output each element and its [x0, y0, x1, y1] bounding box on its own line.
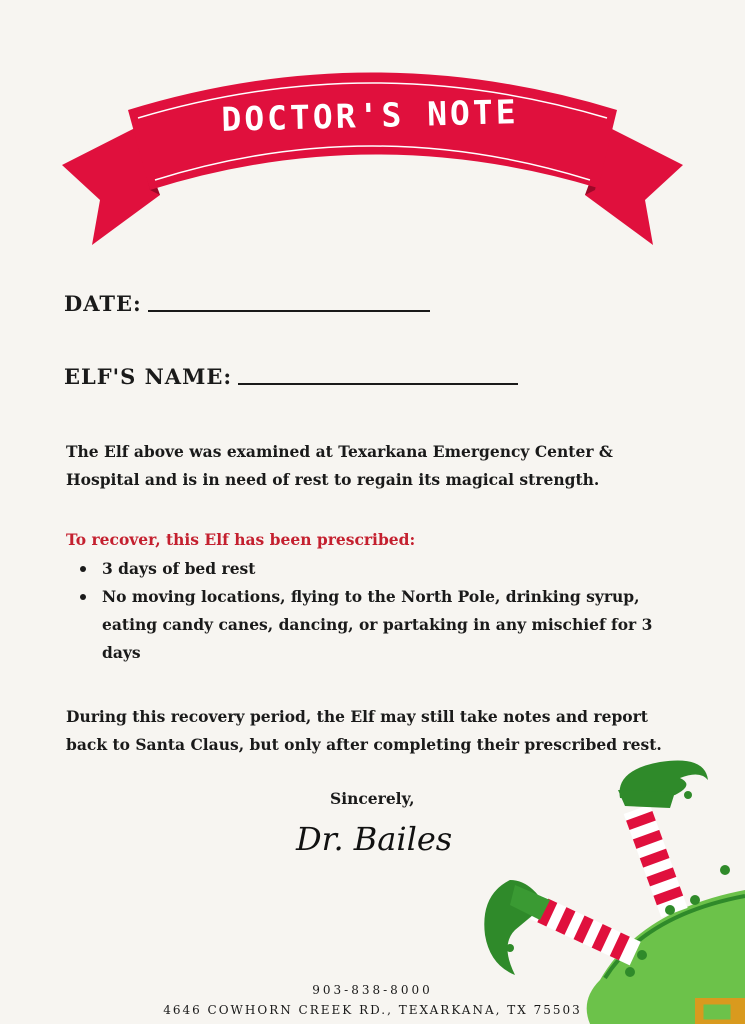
intro-paragraph: The Elf above was examined at Texarkana Emergency Center & Hospital and is in need of rest to regain its magical strength. — [66, 442, 613, 489]
date-label: DATE: — [64, 291, 142, 316]
date-field[interactable] — [64, 288, 430, 316]
elf-name-label: ELF'S NAME: — [64, 364, 233, 389]
prescribed-heading: To recover, this Elf has been prescribed: — [66, 530, 416, 549]
page-title: DOCTOR'S NOTE — [220, 92, 520, 139]
prescription-list — [66, 555, 686, 667]
signature: Dr. Bailes — [296, 820, 453, 858]
date-blank-line[interactable] — [148, 288, 430, 312]
list-item: 3 days of bed rest — [66, 555, 686, 583]
sincerely-text: Sincerely, — [330, 789, 415, 808]
elf-name-field[interactable] — [64, 361, 518, 389]
footer-phone: 903-838-8000 — [312, 983, 433, 997]
list-item: No moving locations, flying to the North Pole, drinking syrup, eating candy canes, dancing, or partaking in any mischief for 3 days — [66, 583, 686, 667]
elf-name-blank-line[interactable] — [238, 361, 518, 385]
closing-paragraph: During this recovery period, the Elf may still take notes and report back to Santa Claus, but only after completing their prescribed rest. — [66, 707, 662, 754]
footer-address: 4646 COWHORN CREEK RD., TEXARKANA, TX 75503 — [163, 1003, 582, 1017]
